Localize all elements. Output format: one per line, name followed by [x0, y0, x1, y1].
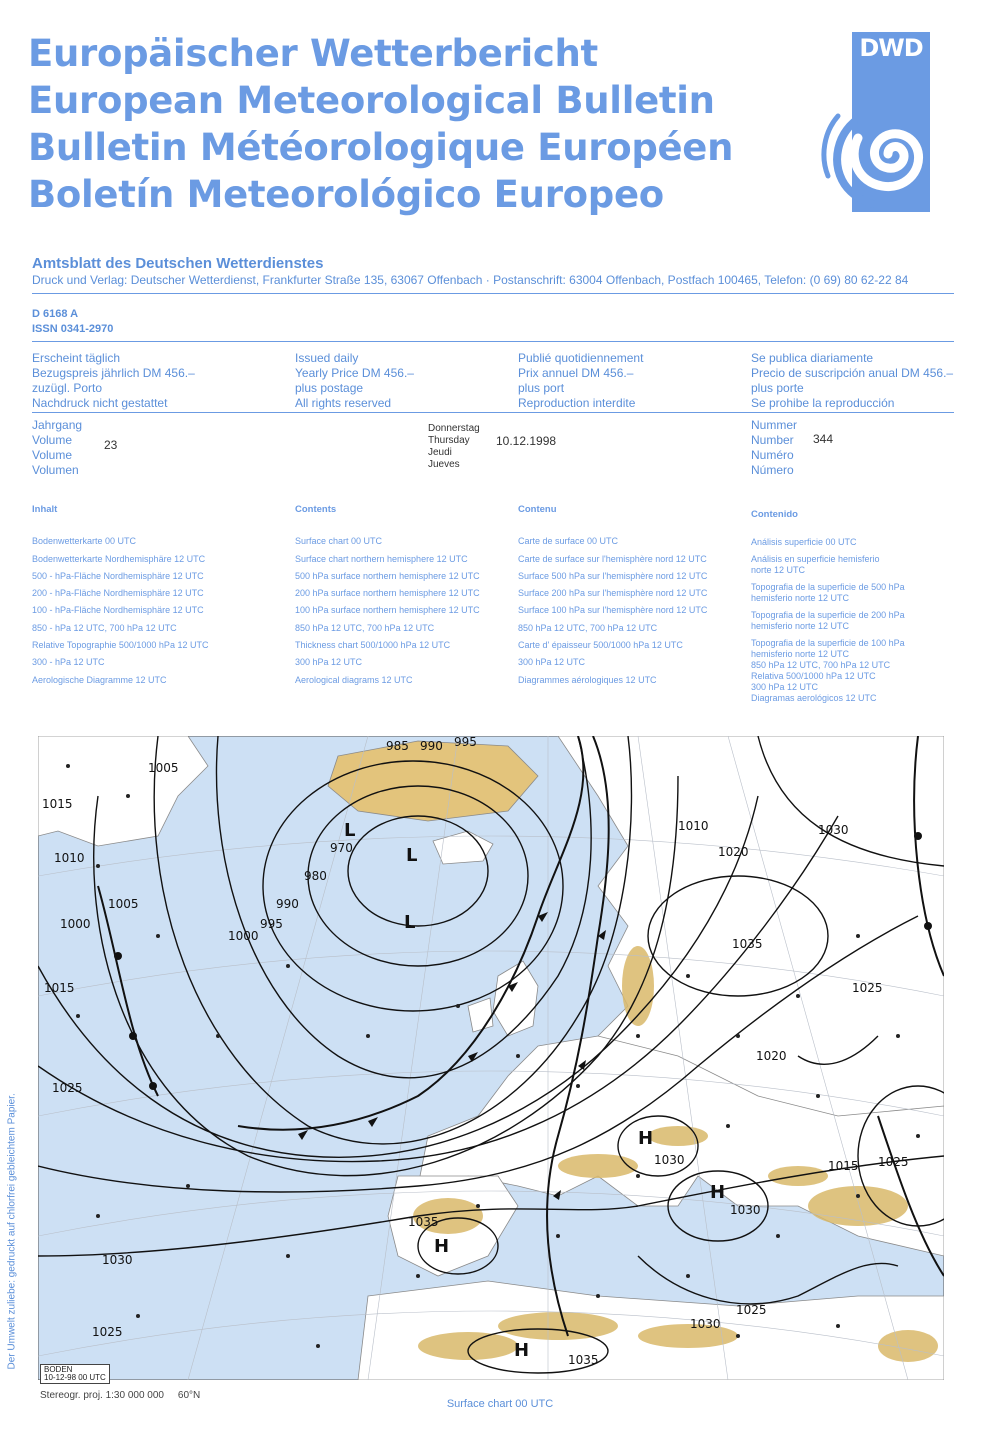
isobar-label: 980 [304, 869, 327, 883]
low-center: L [404, 912, 416, 933]
isobar-label: 1035 [732, 937, 763, 951]
issue-number: 344 [813, 432, 834, 446]
contents-heading: Contenido [751, 509, 798, 520]
low-center: L [406, 845, 418, 866]
divider [32, 293, 954, 294]
isobar-label: 1030 [654, 1153, 685, 1167]
publication-en: Issued daily Yearly Price DM 456.– plus postage All rights reserved [295, 351, 414, 410]
isobar-label: 1015 [44, 981, 75, 995]
high-center: H [514, 1340, 530, 1361]
d-number: D 6168 A [32, 308, 79, 320]
publication-de: Erscheint täglich Bezugspreis jährlich DM 456.– zuzügl. Porto Nachdruck nicht gestattet [32, 351, 195, 410]
isobar-label: 1025 [878, 1155, 909, 1169]
publication-fr: Publié quotidiennement Prix annuel DM 456.– plus port Reproduction interdite [518, 351, 644, 410]
title-fr: Bulletin Météorologique Européen [28, 126, 734, 169]
title-es: Boletín Meteorológico Europeo [28, 173, 664, 216]
isobar-label: 1020 [756, 1049, 787, 1063]
number-labels: Nummer Number Numéro Número [751, 418, 798, 477]
spiral-icon [818, 102, 930, 212]
contents-heading: Contents [295, 504, 337, 515]
isobar-label: 1000 [228, 929, 259, 943]
publisher-address: Druck und Verlag: Deutscher Wetterdienst, Frankfurter Straße 135, 63067 Offenbach · Postanschrift: 63004 Offenbach, Postfach 100465, Telefon: (0 69) 80 62-22 84 [32, 273, 909, 287]
isobar-label: 1020 [718, 845, 749, 859]
isobar-label: 1025 [852, 981, 883, 995]
high-center: H [434, 1236, 450, 1257]
isobar-label: 1025 [92, 1325, 123, 1339]
isobar-label: 1030 [730, 1203, 761, 1217]
issue-date: 10.12.1998 [496, 434, 557, 448]
publisher-name: Amtsblatt des Deutschen Wetterdienstes [32, 255, 324, 272]
isobar-label: 1030 [690, 1317, 721, 1331]
contents-heading: Inhalt [32, 504, 58, 515]
isobar-label: 995 [454, 736, 477, 749]
isobar-label: 1015 [828, 1159, 859, 1173]
isobar-label: 1015 [42, 797, 73, 811]
isobar-label: 1035 [408, 1215, 439, 1229]
isobar-label: 1010 [678, 819, 709, 833]
map-caption: Surface chart 00 UTC [446, 1398, 554, 1410]
isobar-label: 970 [330, 841, 353, 855]
publication-es: Se publica diariamente Precio de suscripción anual DM 456.– plus porte Se prohibe la reproducción [751, 351, 954, 410]
divider [32, 412, 954, 413]
contents-heading: Contenu [518, 504, 557, 515]
contents-de: Inhalt Bodenwetterkarte 00 UTC Bodenwetterkarte Nordhemisphäre 12 UTC 500 - hPa-Fläche Nordhemisphäre 12 UTC 200 - hPa-Fläche Nordhemisphäre 12 UTC 100 - hPa-Fläche Nordhemisphäre 12 UTC 850 - hPa 12 UTC, 700 hPa 12 UTC Relative Topographie 500/1000 hPa 12 UTC 300 - hPa 12 UTC Aerologische Diagramme 12 UTC [32, 501, 208, 689]
high-center: H [710, 1182, 726, 1203]
volume-labels: Jahrgang Volume Volume Volumen [32, 418, 83, 477]
isobar-label: 1030 [102, 1253, 133, 1267]
contents-es: Contenido Análisis superficie 00 UTC Análisis en superficie hemisferio norte 12 UTC Topografia de la superficie de 500 hPa hemisferio norte 12 UTC Topografia de la superficie de 200 hPa hemisferio norte 12 UTC Topografia de la superficie de 100 hPa hemisferio norte 12 UTC 850 hPa 12 UTC, 700 hPa 12 UTC Relativa 500/1000 hPa 12 UTC 300 hPa 12 UTC Diagramas aerológicos 12 UTC [751, 506, 905, 704]
dwd-logo [818, 32, 930, 212]
isobar-label: 990 [276, 897, 299, 911]
logo-text: DWD [859, 34, 923, 62]
high-center: H [638, 1128, 654, 1149]
contents-en: Contents Surface chart 00 UTC Surface chart northern hemisphere 12 UTC 500 hPa surface northern hemisphere 12 UTC 200 hPa surface northern hemisphere 12 UTC 100 hPa surface northern hemisphere 12 UTC 850 hPa 12 UTC, 700 hPa 12 UTC Thickness chart 500/1000 hPa 12 UTC 300 hPa 12 UTC Aerological diagrams 12 UTC [295, 501, 480, 689]
isobar-label: 1030 [818, 823, 849, 837]
title-de: Europäischer Wetterbericht [28, 32, 598, 75]
surface-weather-map [38, 736, 944, 1380]
divider [32, 341, 954, 342]
weekday-labels: Donnerstag Thursday Jeudi Jueves [428, 423, 480, 470]
projection-note: Stereogr. proj. 1:30 000 000 60°N [40, 1390, 201, 1401]
bulletin-titles [28, 30, 733, 218]
isobar-label: 990 [420, 739, 443, 753]
isobar-label: 985 [386, 739, 409, 753]
isobar-label: 1000 [60, 917, 91, 931]
isobar-label: 1005 [108, 897, 139, 911]
isobar-label: 1005 [148, 761, 179, 775]
eco-paper-note: Der Umwelt zuliebe: gedruckt auf chlorfrei gebleichtem Papier. [6, 1093, 18, 1370]
isobar-label: 995 [260, 917, 283, 931]
chart-stamp: BODEN 10-12-98 00 UTC [40, 1364, 110, 1384]
issn: ISSN 0341-2970 [32, 323, 114, 335]
contents-fr: Contenu Carte de surface 00 UTC Carte de surface sur l'hemisphère nord 12 UTC Surface 500 hPa sur l'hemisphère nord 12 UTC Surface 200 hPa sur l'hemisphère nord 12 UTC Surface 100 hPa sur l'hemisphère nord 12 UTC 850 hPa 12 UTC, 700 hPa 12 UTC Carte d' épaisseur 500/1000 hPa 12 UTC 300 hPa 12 UTC Diagrammes aérologiques 12 UTC [518, 501, 707, 689]
title-en: European Meteorological Bulletin [28, 79, 715, 122]
volume-value: 23 [104, 438, 118, 452]
isobar-label: 1025 [736, 1303, 767, 1317]
isobar-label: 1025 [52, 1081, 83, 1095]
isobar-label: 1035 [568, 1353, 599, 1367]
low-center: L [344, 820, 356, 841]
isobar-label: 1010 [54, 851, 85, 865]
